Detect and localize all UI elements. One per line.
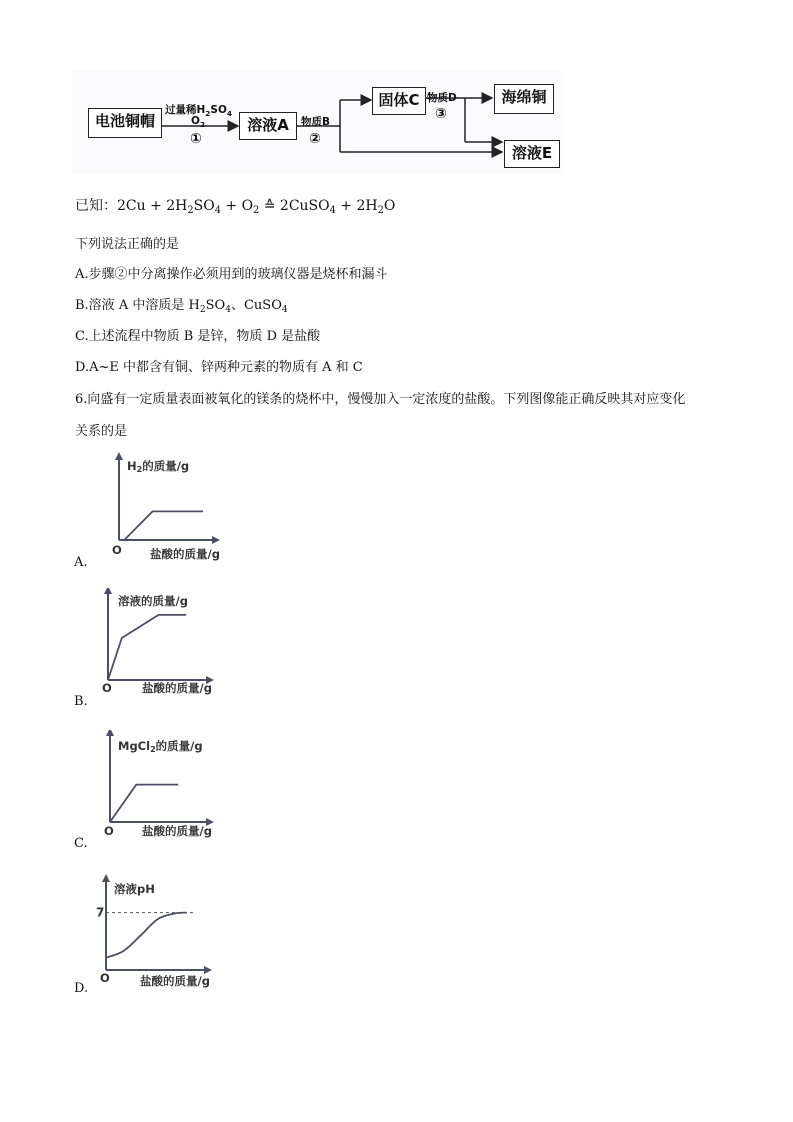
question5-option-a: A.步骤②中分离操作必须用到的玻璃仪器是烧杯和漏斗 [75,267,388,282]
step1-o2-label: $O_2$ [191,115,206,129]
chart-a-svg [72,450,292,572]
question5-option-d: D.A~E 中都含有铜、锌两种元素的物质有 A 和 C [75,360,363,375]
series-line [106,913,187,958]
question6-line1: 6.向盛有一定质量表面被氧化的镁条的烧杯中，慢慢加入一定浓度的盐酸。下列图像能正确反映其对应变化 [75,392,686,407]
x-axis-label: 盐酸的质量/g [150,547,220,561]
option-c-label: C. [74,836,88,851]
origin-label: O [112,543,122,557]
step1-reagent-label: 过量稀$H_2SO_4$ [165,104,233,118]
reference-tick-label: 7 [96,905,105,920]
origin-label: O [100,971,110,985]
x-axis-label: 盐酸的质量/g [140,974,210,988]
option-b-label: B. [74,694,88,709]
process-flowchart [72,70,562,174]
question6-line2: 关系的是 [75,424,128,439]
chart-option-a [72,450,292,572]
chart-d-svg [72,872,292,996]
x-axis-label: 盐酸的质量/g [142,681,212,695]
step3-label: 物质D [427,92,457,104]
x-axis-arrow [204,966,212,974]
question5-prompt: 下列说法正确的是 [75,237,180,252]
chart-option-d [72,872,292,996]
step2-label: 物质B [301,116,331,128]
option-d-label: D. [74,981,89,996]
step3-number: ③ [435,106,447,122]
y-axis-arrow [115,452,123,460]
question5-option-b: B.溶液 A 中溶质是 $H_2SO_4$、CuSO$_4$ [75,298,288,315]
y-axis-arrow [102,874,110,882]
chart-option-b [72,588,292,710]
chart-b-svg [72,588,292,710]
node-battery-cap: 电池铜帽 [88,108,162,138]
question5-option-c: C.上述流程中物质 B 是锌，物质 D 是盐酸 [75,329,321,344]
node-solid-c: 固体C [372,87,426,115]
series-line [110,785,178,822]
node-solution-e: 溶液E [504,140,560,168]
y-axis-arrow [104,588,112,594]
y-axis-label: MgCl2的质量/g [118,739,203,754]
series-line [108,615,186,680]
chart-option-c [72,730,292,852]
x-axis-arrow [212,536,220,544]
y-axis-label: 溶液pH [114,882,155,896]
y-axis-label: H2的质量/g [127,459,190,474]
step1-number: ① [190,131,202,147]
y-axis-arrow [106,730,114,736]
origin-label: O [104,824,114,838]
option-a-label: A. [74,555,88,570]
known-equation: 已知：$2Cu + 2H_2SO_4 + O_2$ ≙ 2CuSO$_4$ + $2H_2O$ [75,198,396,216]
x-axis-label: 盐酸的质量/g [142,824,212,838]
series-line [119,511,203,540]
chart-c-svg [72,730,292,852]
y-axis-label: 溶液的质量/g [118,594,188,608]
step2-number: ② [309,131,321,147]
origin-label: O [102,681,112,695]
node-solution-a: 溶液A [239,112,297,140]
node-sponge-copper: 海绵铜 [494,84,554,114]
